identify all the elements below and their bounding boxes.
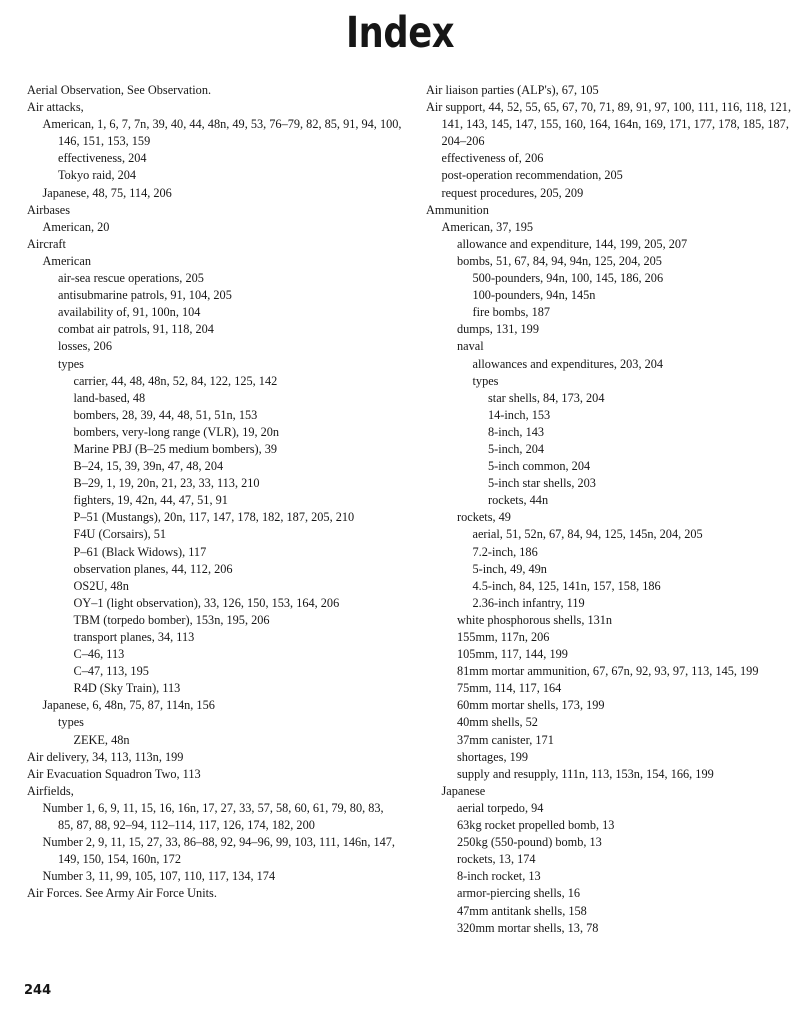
index-entry: 5-inch, 49, 49n bbox=[472, 561, 547, 576]
index-entry: 60mm mortar shells, 173, 199 bbox=[457, 698, 605, 713]
index-entry: F4U (Corsairs), 51 bbox=[73, 527, 167, 542]
index-entry: observation planes, 44, 112, 206 bbox=[73, 561, 233, 576]
index-entry: rockets, 44n bbox=[488, 493, 549, 508]
index-entry: 105mm, 117, 144, 199 bbox=[457, 647, 568, 662]
index-entry: 100-pounders, 94n, 145n bbox=[472, 288, 596, 303]
index-entry: post-operation recommendation, 205 bbox=[441, 168, 623, 183]
index-entry: combat air patrols, 91, 118, 204 bbox=[58, 322, 214, 337]
index-entry: 14-inch, 153 bbox=[488, 407, 551, 422]
index-entry: rockets, 49 bbox=[457, 510, 511, 525]
index-entry: Air Forces. See Army Air Force Units. bbox=[27, 886, 217, 901]
index-entry: types bbox=[58, 356, 84, 371]
index-entry: Air Evacuation Squadron Two, 113 bbox=[27, 766, 201, 781]
index-entry: 5-inch, 204 bbox=[488, 441, 545, 456]
index-entry: Japanese, 6, 48n, 75, 87, 114n, 156 bbox=[42, 698, 215, 713]
index-entry: Air liaison parties (ALP's), 67, 105 bbox=[426, 83, 599, 97]
index-entry: bombers, very-long range (VLR), 19, 20n bbox=[73, 424, 280, 439]
index-entry: Tokyo raid, 204 bbox=[58, 168, 137, 183]
index-entry: naval bbox=[457, 339, 484, 354]
index-entry: 2.36-inch infantry, 119 bbox=[472, 595, 585, 610]
index-entry: 37mm canister, 171 bbox=[457, 732, 554, 747]
index-entry: 155mm, 117n, 206 bbox=[457, 630, 550, 644]
index-entry: B–24, 15, 39, 39n, 47, 48, 204 bbox=[73, 459, 224, 474]
index-entry: Air delivery, 34, 113, 113n, 199 bbox=[27, 749, 184, 764]
index-entry: 7.2-inch, 186 bbox=[472, 544, 538, 559]
index-column-left bbox=[27, 82, 402, 903]
index-entry: 81mm mortar ammunition, 67, 67n, 92, 93, 97, 113, 145, 199 bbox=[457, 664, 759, 679]
index-entry: request procedures, 205, 209 bbox=[441, 185, 584, 200]
index-entry: Airbases bbox=[27, 202, 71, 217]
index-entry: Number 3, 11, 99, 105, 107, 110, 117, 134, 174 bbox=[42, 869, 276, 884]
index-entry: carrier, 44, 48, 48n, 52, 84, 122, 125, 142 bbox=[73, 373, 278, 388]
index-entry: Aircraft bbox=[27, 236, 66, 251]
index-entry: shortages, 199 bbox=[457, 749, 529, 764]
page-title: Index bbox=[345, 8, 455, 58]
index-entry: 4.5-inch, 84, 125, 141n, 157, 158, 186 bbox=[472, 578, 661, 593]
index-entry: availability of, 91, 100n, 104 bbox=[58, 305, 201, 320]
index-entry: types bbox=[472, 373, 499, 388]
index-entry: land-based, 48 bbox=[73, 390, 146, 405]
index-entry: P–51 (Mustangs), 20n, 117, 147, 178, 182, 187, 205, 210 bbox=[73, 510, 355, 525]
index-entry: effectiveness of, 206 bbox=[441, 151, 544, 166]
index-entry: rockets, 13, 174 bbox=[457, 852, 536, 867]
index-entry: Japanese, 48, 75, 114, 206 bbox=[42, 185, 172, 200]
index-entry: American bbox=[42, 253, 91, 268]
index-entry: aerial torpedo, 94 bbox=[457, 800, 544, 815]
index-entry: supply and resupply, 111n, 113, 153n, 154, 166, 199 bbox=[457, 766, 714, 781]
index-entry: 500-pounders, 94n, 100, 145, 186, 206 bbox=[472, 271, 664, 286]
index-entry: armor-piercing shells, 16 bbox=[457, 886, 581, 901]
index-entry: fighters, 19, 42n, 44, 47, 51, 91 bbox=[73, 493, 228, 508]
index-entry: 250kg (550-pound) bomb, 13 bbox=[457, 835, 602, 850]
index-entry: 63kg rocket propelled bomb, 13 bbox=[457, 818, 615, 833]
index-entry: C–46, 113 bbox=[73, 647, 125, 662]
index-entry: Marine PBJ (B–25 medium bombers), 39 bbox=[73, 441, 278, 456]
index-entry: types bbox=[58, 715, 84, 730]
index-entry: star shells, 84, 173, 204 bbox=[488, 390, 605, 405]
index-entry: allowance and expenditure, 144, 199, 205, 207 bbox=[457, 236, 688, 251]
index-entry: Number 1, 6, 9, 11, 15, 16, 16n, 17, 27, 33, 57, 58, 60, 61, 79, 80, 83, 85, 87, 88, 92–94, 112–114, 117, 126, 174, 182, 200 bbox=[42, 800, 384, 833]
index-entry: antisubmarine patrols, 91, 104, 205 bbox=[58, 288, 232, 303]
index-entry: bombers, 28, 39, 44, 48, 51, 51n, 153 bbox=[73, 407, 258, 422]
index-entry: Ammunition bbox=[426, 202, 489, 217]
index-entry: 40mm shells, 52 bbox=[457, 715, 538, 730]
index-entry: Aerial Observation, See Observation. bbox=[27, 83, 212, 97]
index-entry: TBM (torpedo bomber), 153n, 195, 206 bbox=[73, 612, 270, 627]
index-entry: R4D (Sky Train), 113 bbox=[73, 681, 181, 696]
index-entry: white phosphorous shells, 131n bbox=[457, 612, 613, 627]
index-entry: 8-inch, 143 bbox=[488, 424, 545, 439]
index-entry: air-sea rescue operations, 205 bbox=[58, 271, 204, 286]
index-entry: OY–1 (light observation), 33, 126, 150, 153, 164, 206 bbox=[73, 595, 340, 610]
index-entry: ZEKE, 48n bbox=[73, 732, 130, 747]
index-entry: OS2U, 48n bbox=[73, 578, 129, 593]
index-entry: American, 37, 195 bbox=[441, 219, 534, 234]
index-entry: 320mm mortar shells, 13, 78 bbox=[457, 920, 599, 935]
index-entry: American, 1, 6, 7, 7n, 39, 40, 44, 48n, 49, 53, 76–79, 82, 85, 91, 94, 100, 146, 151, 153, 159 bbox=[42, 117, 402, 149]
page-number: 244 bbox=[24, 983, 52, 998]
index-entry: fire bombs, 187 bbox=[472, 305, 551, 320]
index-entry: allowances and expenditures, 203, 204 bbox=[472, 356, 664, 371]
index-entry: Number 2, 9, 11, 15, 27, 33, 86–88, 92, 94–96, 99, 103, 111, 146n, 147, 149, 150, 154, 160n, 172 bbox=[42, 835, 395, 867]
index-entry: American, 20 bbox=[42, 219, 110, 234]
index-entry: Japanese bbox=[441, 783, 486, 798]
index-entry: effectiveness, 204 bbox=[58, 151, 147, 166]
index-entry: Air attacks, bbox=[27, 100, 84, 115]
index-entry: Air support, 44, 52, 55, 65, 67, 70, 71, 89, 91, 97, 100, 111, 116, 118, 121, 141, 143, 145, 147, 155, 160, 164, 164n, 169, 171, 177, 178, 185, 187, 204–206 bbox=[426, 100, 792, 149]
index-entry: Airfields, bbox=[27, 783, 74, 798]
index-entry: 8-inch rocket, 13 bbox=[457, 869, 541, 884]
index-entry: 75mm, 114, 117, 164 bbox=[457, 681, 562, 696]
index-entry: aerial, 51, 52n, 67, 84, 94, 125, 145n, 204, 205 bbox=[472, 527, 703, 542]
index-entry: P–61 (Black Widows), 117 bbox=[73, 544, 207, 559]
index-entry: 5-inch common, 204 bbox=[488, 459, 591, 474]
index-entry: bombs, 51, 67, 84, 94, 94n, 125, 204, 205 bbox=[457, 253, 662, 268]
index-column-right bbox=[426, 82, 794, 937]
index-entry: C–47, 113, 195 bbox=[73, 664, 149, 679]
index-entry: B–29, 1, 19, 20n, 21, 23, 33, 113, 210 bbox=[73, 476, 260, 491]
index-entry: 47mm antitank shells, 158 bbox=[457, 903, 587, 918]
index-entry: 5-inch star shells, 203 bbox=[488, 476, 596, 491]
index-entry: transport planes, 34, 113 bbox=[73, 630, 195, 644]
index-entry: dumps, 131, 199 bbox=[457, 322, 539, 337]
index-entry: losses, 206 bbox=[58, 339, 112, 354]
